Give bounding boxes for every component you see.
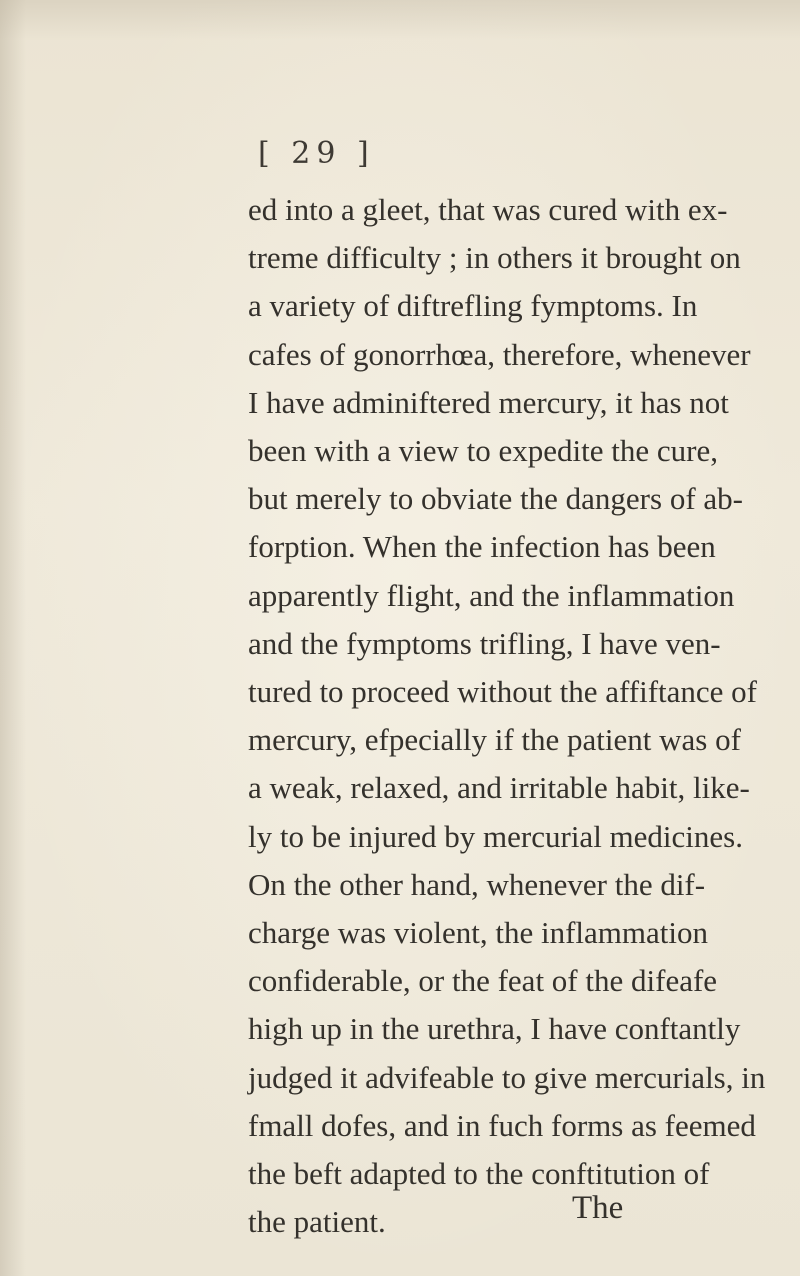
text-line: apparently flight, and the inflammation [248,577,735,613]
page-number: [ 29 ] [258,136,375,171]
text-line: but merely to obviate the dangers of ab- [248,481,743,517]
text-line: ed into a gleet, that was cured with ex- [248,192,728,227]
catchword: The [572,1190,624,1226]
text-line: a variety of diftrefling fymptoms. In [248,288,698,324]
text-line: fmall dofes, and in fuch forms as feemed [248,1107,756,1143]
text-line: high up in the urethra, I have conftantly [248,1011,741,1047]
text-line: I have adminiftered mercury, it has not [248,384,729,420]
text-line: mercury, efpecially if the patient was of [248,722,741,758]
text-line: tured to proceed without the affiftance of [248,674,758,709]
text-line: and the fymptoms trifling, I have ven- [248,625,721,661]
text-line: forption. When the infection has been [248,529,716,565]
text-line: been with a view to expedite the cure, [248,433,718,468]
text-line: cafes of gonorrhœa, therefore, whenever [248,336,751,372]
text-line: charge was violent, the inflammation [248,915,708,950]
text-line: On the other hand, whenever the dif- [248,866,706,902]
text-line: ly to be injured by mercurial medicines. [248,818,743,854]
text-line: the beft adapted to the conftitution of [248,1156,710,1191]
text-line-last: the patient. [248,1204,386,1240]
text-line: confiderable, or the feat of the difeafe [248,963,718,999]
text-line: treme difficulty ; in others it brought on [248,240,741,276]
text-line: judged it advifeable to give mercurials, in [248,1059,766,1095]
text-line: a weak, relaxed, and irritable habit, like- [248,770,750,806]
